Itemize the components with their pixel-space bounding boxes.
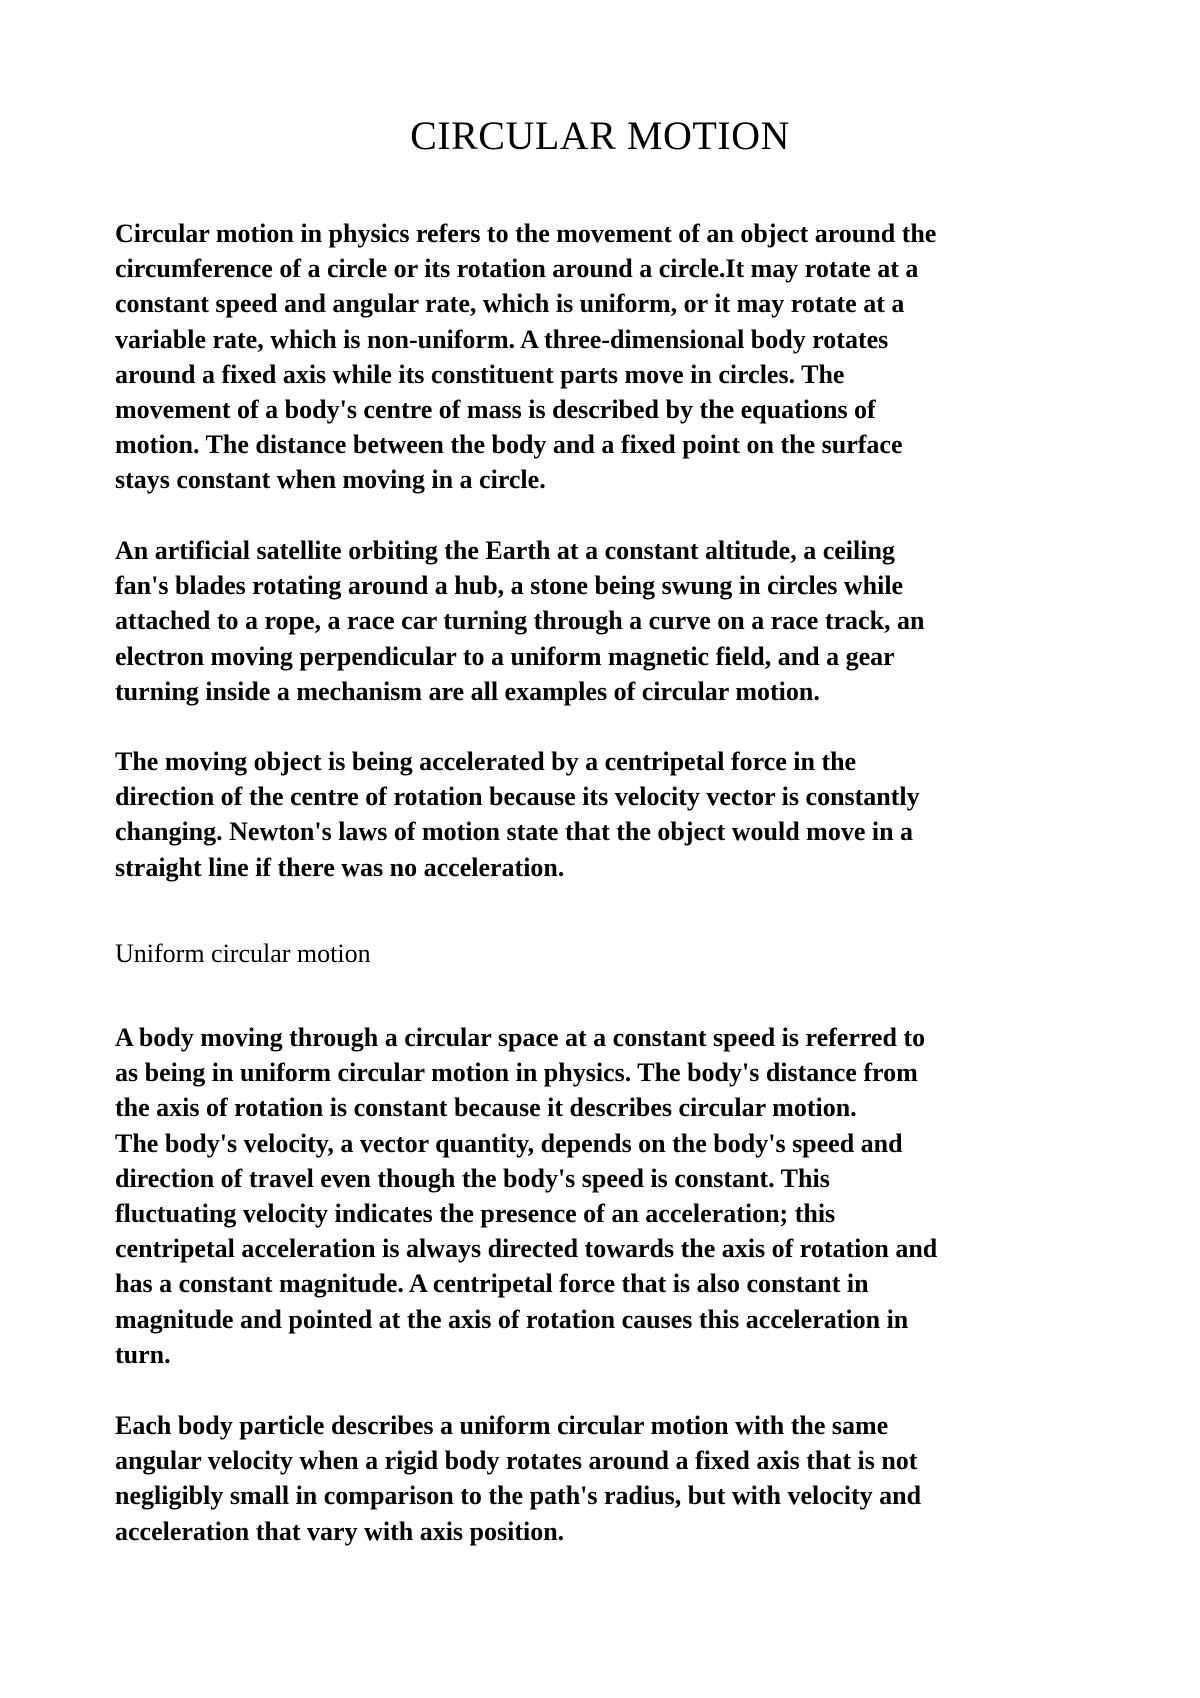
paragraph-uniform-motion: A body moving through a circular space at a constant speed is referred to as being in uniform circular motion in physics. The body's distance from the axis of rotation is constant because it describes circular motion. The body's velocity, a vector quantity, depends on the body's speed and direction of travel even though the body's speed is constant. This fluctuating velocity indicates the presence of an acceleration; this centripetal acceleration is always directed towards the axis of rotation and has a constant magnitude. A centripetal force that is also constant in magnitude and pointed at the axis of rotation causes this acceleration in turn. — [115, 1023, 938, 1369]
paragraph-examples: An artificial satellite orbiting the Earth at a constant altitude, a ceiling fan's blades rotating around a hub, a stone being swung in circles while attached to a rope, a race car turning through a curve on a race track, an electron moving perpendicular to a uniform magnetic field, and a gear turning inside a mechanism are all examples of circular motion. — [115, 536, 925, 706]
document-title: CIRCULAR MOTION — [410, 113, 790, 158]
paragraph-acceleration: The moving object is being accelerated by a centripetal force in the direction of the centre of rotation because its velocity vector is constantly changing. Newton's laws of motion state that the object would move in a straight line if there was no acceleration. — [115, 747, 920, 882]
section-heading-uniform-circular-motion: Uniform circular motion — [115, 939, 371, 968]
paragraph-intro: Circular motion in physics refers to the movement of an object around the circumference of a circle or its rotation around a circle.It may rotate at a constant speed and angular rate, which is uniform, or it may rotate at a variable rate, which is non-uniform. A three-dimensional body rotates around a fixed axis while its constituent parts move in circles. The movement of a body's centre of mass is described by the equations of motion. The distance between the body and a fixed point on the surface stays constant when moving in a circle. — [115, 219, 937, 495]
paragraph-rigid-body: Each body particle describes a uniform circular motion with the same angular velocity when a rigid body rotates around a fixed axis that is not negligibly small in comparison to the path's radius, but with velocity and acceleration that vary with axis position. — [115, 1411, 922, 1546]
